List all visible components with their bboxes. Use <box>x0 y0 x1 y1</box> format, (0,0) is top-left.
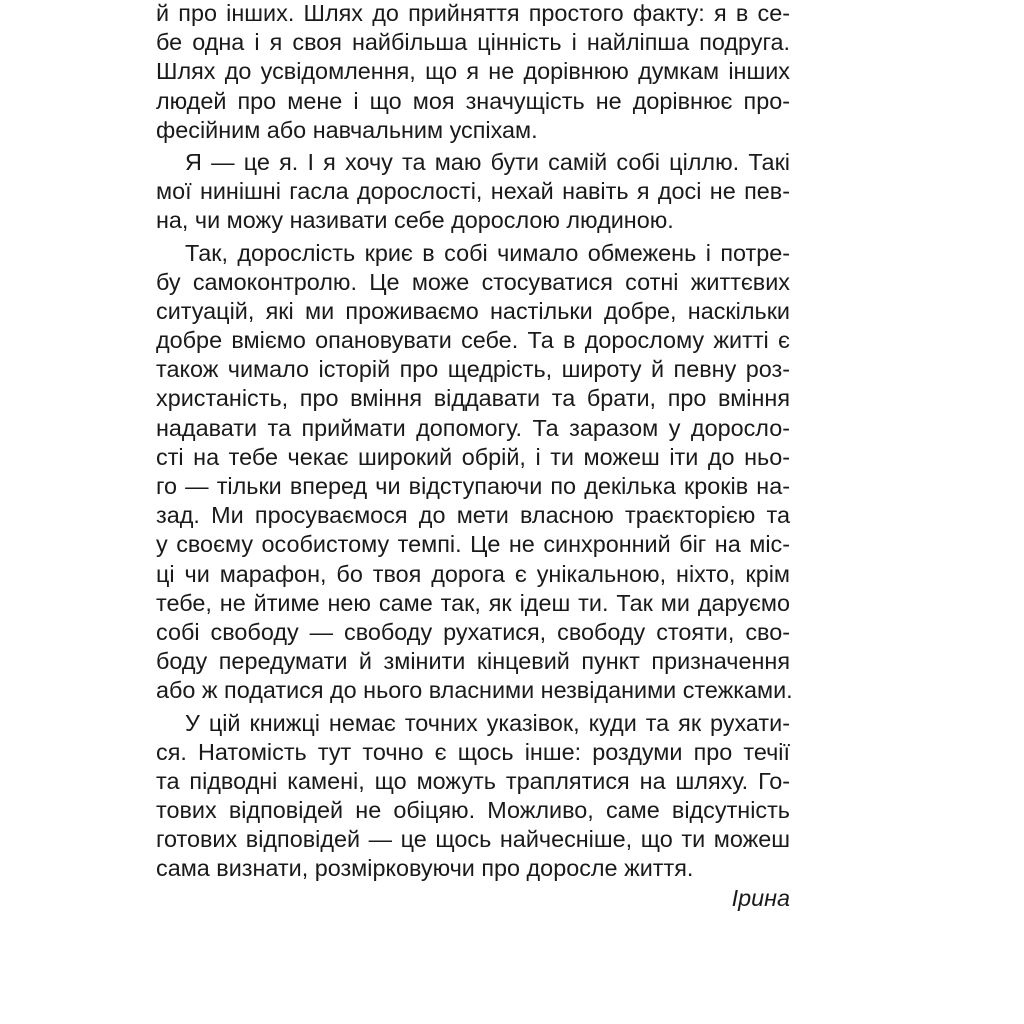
text-line: У цій книжці немає точних указівок, куди та як рухати- <box>185 709 790 736</box>
text-line: ся. Натомість тут точно є щось інше: роздуми про течії <box>156 738 790 765</box>
paragraph-2 <box>156 148 790 236</box>
text-line: Так, дорослість криє в собі чимало обмежень і потре- <box>185 239 790 266</box>
text-line: людей про мене і що моя значущість не дорівнює про- <box>156 87 790 114</box>
book-page <box>156 0 793 913</box>
paragraph-4 <box>156 709 790 884</box>
text-line: бу самоконтролю. Це може стосуватися сотні життєвих <box>156 268 790 295</box>
text-line: тебе, не йтиме нею саме так, як ідеш ти. Так ми даруємо <box>156 589 790 616</box>
text-line: христаність, про вміння віддавати та брати, про вміння <box>156 385 790 412</box>
text-line: або ж податися до нього власними незвіданими стежками. <box>156 677 793 704</box>
text-line: та підводні камені, що можуть траплятися на шляху. Го- <box>156 767 790 794</box>
paragraph-3 <box>156 239 793 706</box>
text-line: боду передумати й змінити кінцевий пункт призначення <box>156 648 790 675</box>
text-line: ситуацій, які ми проживаємо настільки добре, наскільки <box>156 297 790 324</box>
text-line: й про інших. Шлях до прийняття простого факту: я в се- <box>156 0 790 26</box>
text-line: го — тільки вперед чи відступаючи по декілька кроків на- <box>156 473 790 499</box>
text-line: добре вміємо опановувати себе. Та в дорослому житті є <box>156 327 790 354</box>
text-line: фесійним або навчальним успіхам. <box>156 116 538 143</box>
text-line: зад. Ми просуваємося до мети власною траєкторією та <box>156 502 790 529</box>
text-line: готових відповідей — це щось найчесніше, що ти можеш <box>156 826 790 853</box>
text-line: мої нинішні гасла дорослості, нехай навіть я досі не пев- <box>156 178 790 205</box>
text-line: сті на тебе чекає широкий обрій, і ти можеш іти до ньо- <box>156 443 790 470</box>
text-line: у своєму особистому темпі. Це не синхронний біг на міс- <box>156 531 790 558</box>
text-line: сама визнати, розмірковуючи про доросле життя. <box>156 855 694 882</box>
text-line: собі свободу — свободу рухатися, свободу стояти, сво- <box>156 618 790 645</box>
text-line: Я — це я. І я хочу та маю бути самій собі ціллю. Такі <box>185 148 790 175</box>
text-line: тових відповідей не обіцяю. Можливо, саме відсутність <box>156 797 790 824</box>
text-line: надавати та приймати допомогу. Та заразом у доросло- <box>156 414 790 441</box>
text-line: також чимало історій про щедрість, широту й певну роз- <box>156 356 790 383</box>
author-signature: Ірина <box>731 884 790 911</box>
text-line: ці чи марафон, бо твоя дорога є унікальною, ніхто, крім <box>156 560 790 587</box>
text-line: на, чи можу називати себе дорослою людиною. <box>156 207 674 234</box>
paragraph-1 <box>156 0 790 145</box>
text-line: Шлях до усвідомлення, що я не дорівнюю думкам інших <box>156 58 790 85</box>
text-line: бе одна і я своя найбільша цінність і найліпша подруга. <box>156 29 790 56</box>
